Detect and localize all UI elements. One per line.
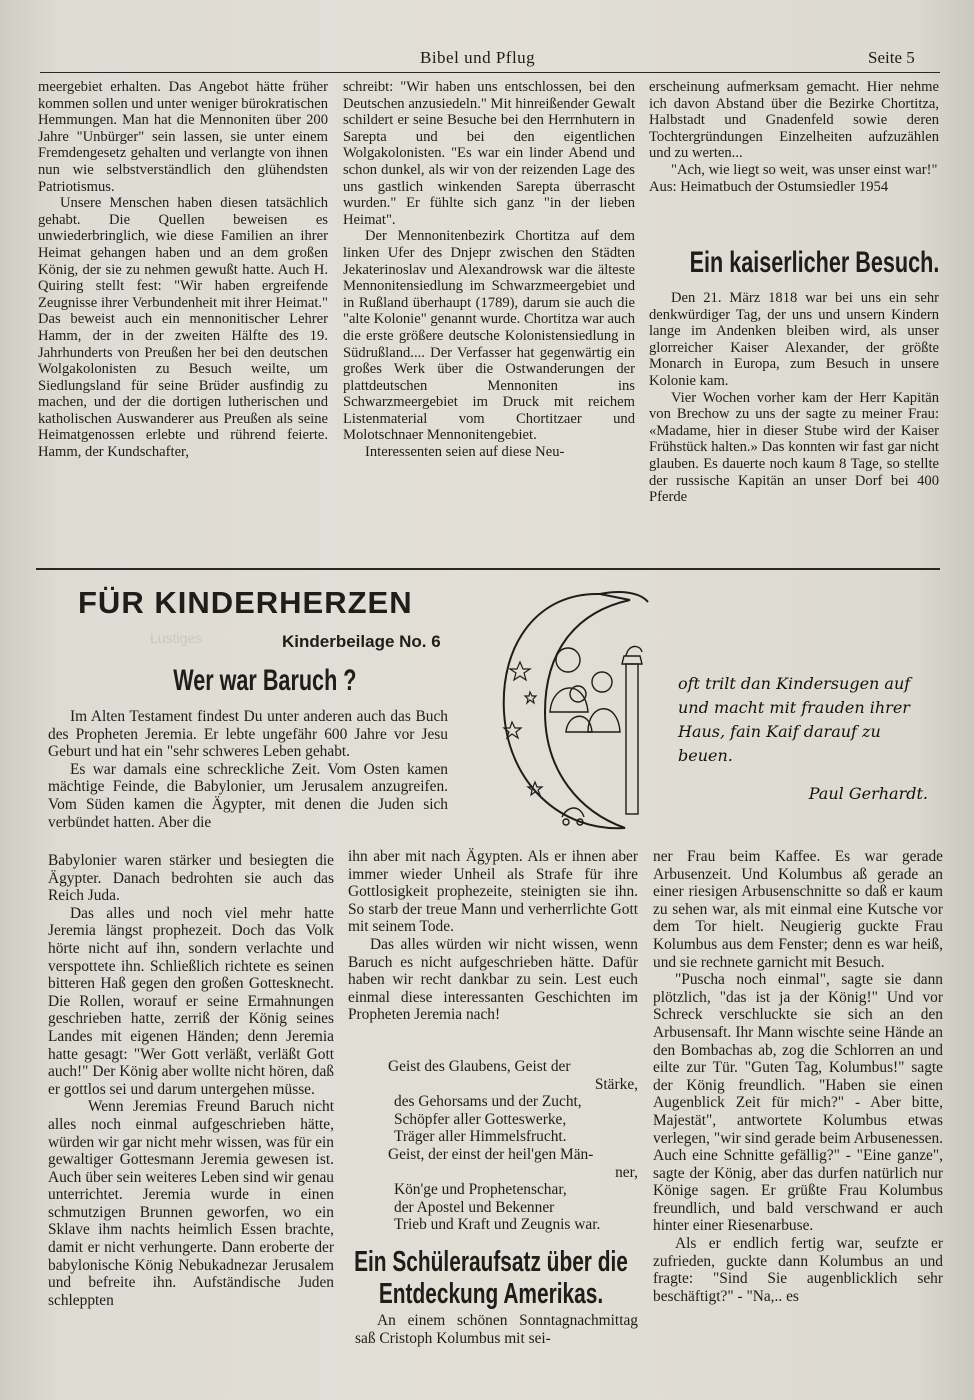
quote-line: "Ach, wie liegt so weit, was unser einst war!" (671, 161, 938, 178)
verse-line: Geist des Glaubens, Geist der (388, 1058, 571, 1075)
verse-line: Kön'ge und Prophetenschar, (394, 1181, 567, 1199)
source-line: Aus: Heimatbuch der Ostumsiedler 1954 (649, 178, 889, 195)
verse-line: Schöpfer aller Gotteswerke, (394, 1110, 567, 1128)
baruch-headline: Wer war Baruch ? (173, 664, 357, 697)
schueler-column (653, 848, 943, 1305)
schueler-headline (343, 1246, 638, 1310)
verse-line: Trieb und Kraft und Zeugnis war. (394, 1216, 601, 1234)
verse-line: des Gehorsams und der Zucht, (394, 1093, 582, 1111)
paragraph: Als er endlich fertig war, seufzte er zufrieden, guckte dann Kolumbus an und fragte: "Sind Sie augenblicklich sehr beschäftigt?" - "Na,.. es (653, 1235, 943, 1305)
signature: Paul Gerhardt. (808, 784, 928, 803)
paragraph: Babylonier waren stärker und besiegten die Ägypter. Danach bedrohten sie auch das Reich Juda. (48, 852, 334, 905)
verse-line: Stärke, (594, 1075, 638, 1093)
verse-line: Geist, der einst der heil'gen Män- (388, 1145, 594, 1163)
children-moon-illustration (490, 582, 650, 840)
show-through-text: Lustiges (150, 630, 203, 646)
paragraph: Der Mennonitenbezirk Chortitza auf dem linken Ufer des Dnjepr zwischen den Städten Jekaterinoslav und Alexandrowsk war die älteste Mennonitensiedlung im Schwarzmeergebiet und in Rußland überhaupt (1789), darum sie auch die "alte Kolonie" genannt wurde. Chortitza war auch die erste größere deutsche Kolonistensiedlung in Südrußland.... Der Verfasser hat gegenwärtig ein großes Werk über die Ostwanderungen der plattdeutschen Mennoniten ins Schwarzmeergebiet im Druck mit reichem Listenmaterial vom Chortitzaer und Molotschnaer Mennonitengebiet. (343, 228, 635, 444)
article-column-1 (38, 79, 328, 461)
paragraph: Das alles und noch viel mehr hatte Jeremia längst prophezeit. Doch das Volk hörte nicht auf ihn, sondern verlachte und verspottete ihn. Schließlich richtete es seinen bitteren Haß gegen den großen Gottesknecht. Die Rollen, worauf er seine Ermahnungen geschrieben hatte, zerriß der König seines Landes mit eigenen Händen; denn Jeremia hatte gesagt: "Wer Gott verläßt, verläßt Gott auch!" Der König aber wollte nicht hören, daß er gottlos sei und darum untergehen müsse. (48, 904, 334, 1098)
hymn-verse (388, 1058, 638, 1234)
paragraph: Im Alten Testament findest Du unter anderen auch das Buch des Propheten Jeremia. Er lebte ungefähr 600 Jahre vor Jesu Geburt und hat ein "sehr schweres Leben gehabt. (48, 708, 448, 761)
quote-text: oft trilt dan Kindersugen auf und macht mit frauden ihrer Haus, fain Kaif darauf zu beuen. (678, 674, 911, 765)
kinder-section-title: FÜR KINDERHERZEN (78, 585, 413, 620)
paragraph: Es war damals eine schreckliche Zeit. Vom Osten kamen mächtige Feinde, die Babylonier, um Jerusalem anzugreifen. Vom Süden kamen die Ägypter, mit denen die Juden sich verbündet hatten. Aber die (48, 760, 448, 831)
baruch-column-2 (348, 848, 638, 1024)
paragraph: Vier Wochen vorher kam der Herr Kapitän von Brechow zu uns der sagte zu meiner Frau: «Madame, hier in dieser Stube wird der Kaiser Frühstück halten.» Das konnten wir fast gar nicht glauben. Es dauerte noch kaum 8 Tage, so stellte der russische Kapitän an unser Dorf bei 400 Pferde (649, 389, 939, 506)
kinder-section-subtitle: Kinderbeilage No. 6 (282, 632, 441, 651)
paragraph: Unsere Menschen haben diesen tatsächlich gehabt. Die Quellen beweisen es unwiederbringlich, wie diese Familien an ihrer Heimat gehangen haben und an dem großen König, der sie zu nehmen gewußt hatte. Auch H. Quiring stellt fest: "Wir haben ergreifende Zeugnisse ihrer Verbundenheit mit ihrer Heimat." Das beweist auch ein mennonitischer Lehrer Hamm, der in der zweiten Hälfte des 19. Jahrhunderts von Preußen her bei den deutschen Wolgakolonisten zu Besuch weilte, um Siedlungsland für seine Brüder ausfindig zu machen, und der die dortigen lutherischen und katholischen Auswanderer aus Preußen als seine Heimatgenossen erlebte und rührend feierte. Hamm, der Kundschafter, (38, 195, 328, 461)
handwritten-quote (678, 672, 938, 806)
verse-line: Träger aller Himmelsfrucht. (394, 1128, 567, 1146)
paragraph: "Puscha noch einmal", sagte sie dann plötzlich, "das ist ja der König!" Und vor Schreck verschluckte sie sich an den Arbusensaft. Ihr Mann wischte seine Hände an den Bombachas ab, zog die Schlorren an und eilte zur Tür. "Guten Tag, Kolumbus!" sagte der König freundlich. "Haben sie einen Augenblick Zeit für mich?" - Aber bitte, Majestät", antwortete Kolumbus etwas verlegen, "wir sind gerade beim Arbusenessen. Auch eine Schnitte gefällig?" - "Eine ganze", sagte der König, aber das durfen natürlich nur Könige sagen. Er grüßte Frau Kolumbus freundlich, und bald verschwand er auch hinter einer Riesenarbuse. (653, 971, 943, 1235)
article-column-3 (649, 79, 939, 195)
paragraph: ihn aber mit nach Ägypten. Als er ihnen aber immer wieder Unheil als Strafe für ihre Gottlosigkeit prophezeite, steinigten sie ihn. So starb der treue Mann und verherrlichte Gott mit seinem Tode. (348, 848, 638, 936)
besuch-article (649, 290, 939, 506)
schueler-intro (355, 1312, 638, 1347)
schueler-headline-text: Ein Schüleraufsatz über die Entdeckung Amerikas. (354, 1246, 628, 1310)
paragraph: erscheinung aufmerksam gemacht. Hier nehme ich davon Abstand über die Bezirke Chortitza, Halbstadt und Gnadenfeld sowie deren Tochtergründungen Einzelheiten aufzuzählen und zu werten... (649, 79, 939, 162)
header-rule (40, 72, 940, 73)
paragraph: Wenn Jeremias Freund Baruch nicht alles noch einmal aufgeschrieben hätte, würden wir gar nicht mehr wissen, was für ein gewaltiger Gottesmann Jeremia gewesen ist. Auch über sein weiteres Leben sind wir genau unterrichtet. Jeremia wurde in einen schmutzigen Brunnen geworfen, wo ein Sklave ihm nachts heimlich Essen brachte, damit er nicht verhungerte. Dann eroberte der babylonische König Nebukadnezar Jerusalem und befreite ihn. Aufständische Juden schleppten (48, 1098, 334, 1309)
paragraph: Interessenten seien auf diese Neu- (365, 444, 565, 461)
besuch-headline: Ein kaiserlicher Besuch. (689, 246, 940, 279)
verse-line: ner, (615, 1163, 638, 1181)
page-header (0, 48, 974, 70)
paragraph: Das alles würden wir nicht wissen, wenn Baruch es nicht aufgeschrieben hätte. Dafür haben wir recht dankbar zu sein. Lest euch einmal diese interessanten Geschichten im Propheten Jeremia nach! (348, 935, 638, 1024)
paragraph: An einem schönen Sonntagnachmittag saß Cristoph Kolumbus mit sei- (355, 1312, 638, 1347)
verse-line: der Apostel und Bekenner (394, 1198, 555, 1216)
paragraph: Den 21. März 1818 war bei uns ein sehr denkwürdiger Tag, der uns und unsern Kindern lange im Andenken bleiben wird, als unser glorreicher Kaiser Alexander, der größte Monarch in Europa, zum Besuch in unsere Kolonie kam. (649, 290, 939, 389)
section-divider (36, 568, 940, 570)
baruch-intro (48, 708, 448, 831)
publication-title: Bibel und Pflug (420, 48, 536, 67)
paragraph: ner Frau beim Kaffee. Es war gerade Arbusenzeit. Und Kolumbus aß gerade an einer riesigen Arbusenschnitte so daß er kaum zu sehen war, als mit einmal eine Kutsche vor dem Tor hielt. Neugierig guckte Frau Kolumbus aus dem Fenster; denn es war heiß, und sie rechnete garnicht mit Besuch. (653, 848, 943, 971)
article-column-2 (343, 79, 635, 461)
page-number: Seite 5 (868, 48, 915, 67)
baruch-column-1 (48, 852, 334, 1309)
paragraph: schreibt: "Wir haben uns entschlossen, bei den Deutschen anzusiedeln." Mit hinreißender Gewalt schildert er seine Besuche bei den Herrnhutern in Sarepta und bei den eigentlichen Wolgakolonisten. "Es war ein linder Abend und schon dunkel, als wir von der reizenden Lage des uns gastlich winkenden Sarepta überrascht wurden." Er fühlte sich ganz "in der lieben Heimat". (343, 79, 635, 228)
paragraph: meergebiet erhalten. Das Angebot hätte früher kommen sollen und unter weniger bürokratischen Hemmungen. Man hat die Mennoniten über 200 Jahre "Unbürger" sein lassen, sie unter einem Fremdengesetz gehalten und verlangte von ihnen nun wie selbstverständlich den glühendsten Patriotismus. (38, 79, 328, 195)
